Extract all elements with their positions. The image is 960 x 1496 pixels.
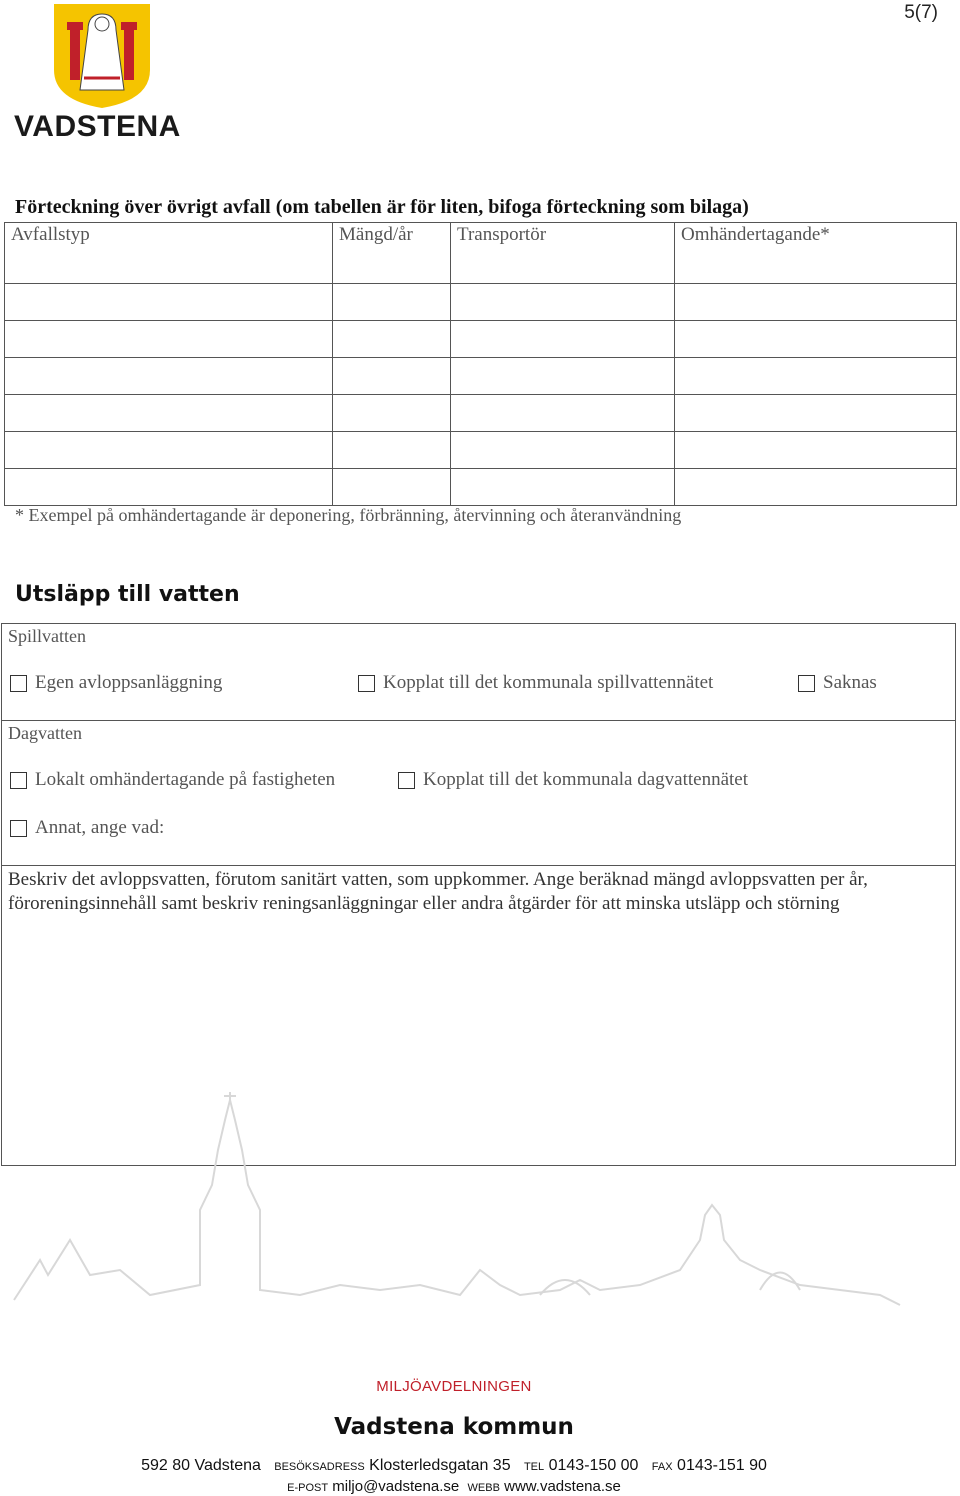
table-cell[interactable] <box>333 395 451 432</box>
department-name: MILJÖAVDELNINGEN <box>376 1378 532 1395</box>
table-cell[interactable] <box>5 469 333 506</box>
table-row <box>5 395 957 432</box>
table-row <box>5 321 957 358</box>
checkbox[interactable] <box>798 675 815 692</box>
page-number: 5(7) <box>904 2 938 23</box>
visit-label: BESÖKSADRESS <box>274 1461 365 1473</box>
contact-line-1 <box>0 1457 908 1475</box>
option-egen-avloppsanlaggning[interactable] <box>10 672 222 694</box>
table-cell[interactable] <box>333 284 451 321</box>
table-cell[interactable] <box>333 321 451 358</box>
table-cell[interactable] <box>333 358 451 395</box>
table-cell[interactable] <box>675 284 957 321</box>
table-header-row <box>5 223 957 284</box>
town-skyline-watermark <box>0 1090 960 1390</box>
table-cell[interactable] <box>333 469 451 506</box>
logo-wordmark: VADSTENA <box>14 110 181 143</box>
email-label: E-POST <box>287 1482 329 1494</box>
fax-number: 0143-151 90 <box>677 1457 767 1474</box>
dagvatten-box <box>1 720 956 866</box>
option-label: Annat, ange vad: <box>35 817 165 838</box>
web-label: WEBB <box>467 1482 500 1494</box>
checkbox[interactable] <box>398 772 415 789</box>
visit-address: Klosterledsgatan 35 <box>369 1457 511 1474</box>
column-header-avfallstyp: Avfallstyp <box>5 223 333 284</box>
checkbox[interactable] <box>10 772 27 789</box>
table-cell[interactable] <box>675 395 957 432</box>
table-cell[interactable] <box>451 432 675 469</box>
table-cell[interactable] <box>5 358 333 395</box>
contact-line-2 <box>0 1478 908 1495</box>
section-title-utslapp: Utsläpp till vatten <box>15 582 240 607</box>
option-saknas[interactable] <box>798 672 877 694</box>
option-label: Kopplat till det kommunala spillvattennätet <box>383 672 714 693</box>
option-label: Saknas <box>823 672 877 693</box>
waste-table <box>4 222 957 506</box>
checkbox[interactable] <box>10 675 27 692</box>
checkbox[interactable] <box>10 820 27 837</box>
table-cell[interactable] <box>675 469 957 506</box>
option-label: Lokalt omhändertagande på fastigheten <box>35 769 336 790</box>
option-label: Egen avloppsanläggning <box>35 672 223 693</box>
table-cell[interactable] <box>333 432 451 469</box>
municipality-name: Vadstena kommun <box>334 1414 574 1440</box>
footnote: * Exempel på omhändertagande är deponering, förbränning, återvinning och återanvändning <box>15 505 682 525</box>
table-cell[interactable] <box>675 432 957 469</box>
table-cell[interactable] <box>5 321 333 358</box>
email-link[interactable]: miljo@vadstena.se <box>332 1478 460 1495</box>
column-header-transportor: Transportör <box>451 223 675 284</box>
table-cell[interactable] <box>451 469 675 506</box>
table-cell[interactable] <box>451 358 675 395</box>
web-link[interactable]: www.vadstena.se <box>504 1478 621 1495</box>
checkbox[interactable] <box>358 675 375 692</box>
tel-label: TEL <box>523 1461 545 1473</box>
description-prompt: Beskriv det avloppsvatten, förutom sanitärt vatten, som uppkommer. Ange beräknad mängd avloppsvatten per år, föroreningsinnehåll samt beskriv reningsanläggningar eller andra åtgärder för att minska utsläpp och störning <box>8 869 868 914</box>
option-kommunala-dagvattennatet[interactable] <box>398 769 748 791</box>
spillvatten-box <box>1 623 956 721</box>
table-cell[interactable] <box>675 321 957 358</box>
tel-number: 0143-150 00 <box>548 1457 639 1474</box>
option-annat[interactable] <box>10 817 164 839</box>
table-cell[interactable] <box>451 284 675 321</box>
option-label: Kopplat till det kommunala dagvattennätet <box>423 769 749 790</box>
table-row <box>5 432 957 469</box>
table-cell[interactable] <box>451 321 675 358</box>
table-cell[interactable] <box>5 432 333 469</box>
option-kommunala-spillvattennatet[interactable] <box>358 672 713 694</box>
table-cell[interactable] <box>675 358 957 395</box>
column-header-mangd: Mängd/år <box>333 223 451 284</box>
dagvatten-label: Dagvatten <box>8 723 82 743</box>
column-header-omhandertagande: Omhändertagande* <box>675 223 957 284</box>
table-cell[interactable] <box>5 395 333 432</box>
spillvatten-label: Spillvatten <box>8 626 86 646</box>
table-row <box>5 284 957 321</box>
table-cell[interactable] <box>451 395 675 432</box>
fax-label: FAX <box>651 1461 673 1473</box>
option-lokalt-omhandertagande[interactable] <box>10 769 335 791</box>
table-row <box>5 469 957 506</box>
table-cell[interactable] <box>5 284 333 321</box>
postal-address: 592 80 Vadstena <box>141 1457 261 1474</box>
waste-list-title: Förteckning över övrigt avfall (om tabellen är för liten, bifoga förteckning som bilaga) <box>15 196 749 218</box>
table-row <box>5 358 957 395</box>
